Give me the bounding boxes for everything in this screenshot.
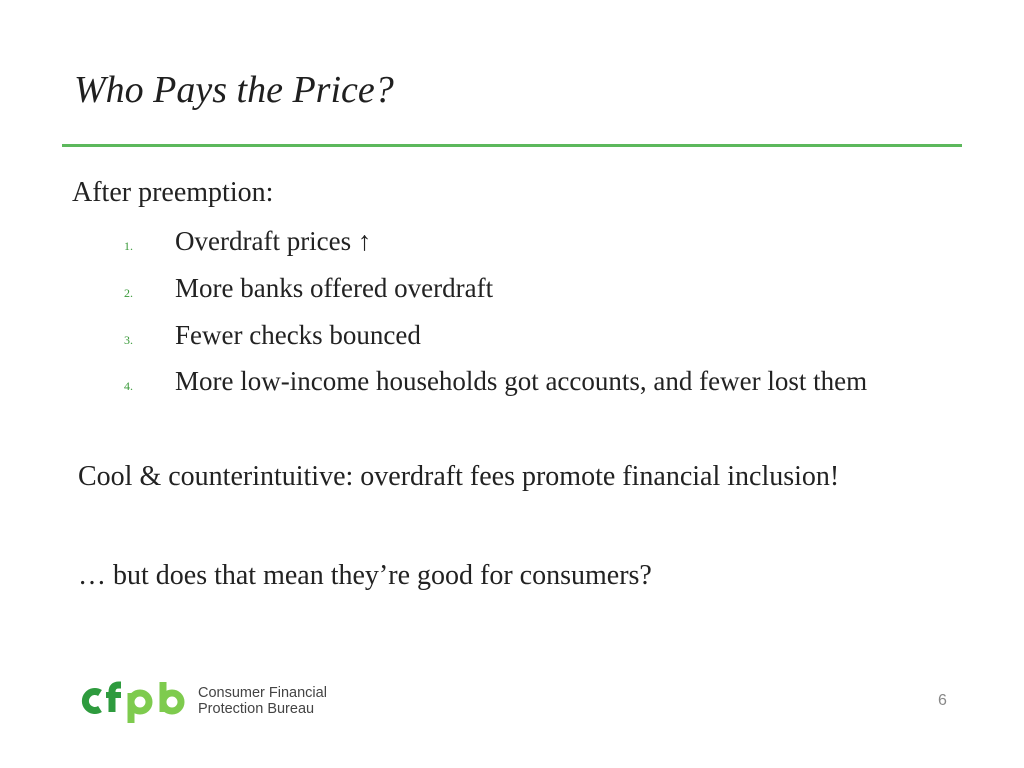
list-item-text: More banks offered overdraft bbox=[175, 273, 494, 303]
list-item-number: 3. bbox=[124, 333, 133, 347]
cfpb-org-name bbox=[198, 685, 327, 717]
list-item-number: 1. bbox=[124, 239, 133, 253]
question-text: … but does that mean they’re good for consumers? bbox=[78, 560, 652, 591]
list-item-text: More low-income households got accounts, and fewer lost them bbox=[175, 366, 868, 396]
list-item-text: Fewer checks bounced bbox=[175, 320, 421, 350]
list-item-number: 4. bbox=[124, 379, 133, 393]
cfpb-logo bbox=[80, 676, 327, 726]
takeaway-text: Cool & counterintuitive: overdraft fees promote financial inclusion! bbox=[78, 461, 840, 492]
org-name-line-1: Consumer Financial bbox=[198, 685, 327, 701]
org-name-line-2: Protection Bureau bbox=[198, 701, 315, 717]
title-divider bbox=[62, 144, 962, 147]
slide-title: Who Pays the Price? bbox=[74, 69, 394, 111]
page-number: 6 bbox=[938, 692, 947, 709]
list-item-text: Overdraft prices ↑ bbox=[175, 226, 372, 256]
cfpb-logo-mark-icon bbox=[80, 676, 186, 726]
list-item-number: 2. bbox=[124, 286, 133, 300]
intro-text: After preemption: bbox=[72, 177, 274, 208]
